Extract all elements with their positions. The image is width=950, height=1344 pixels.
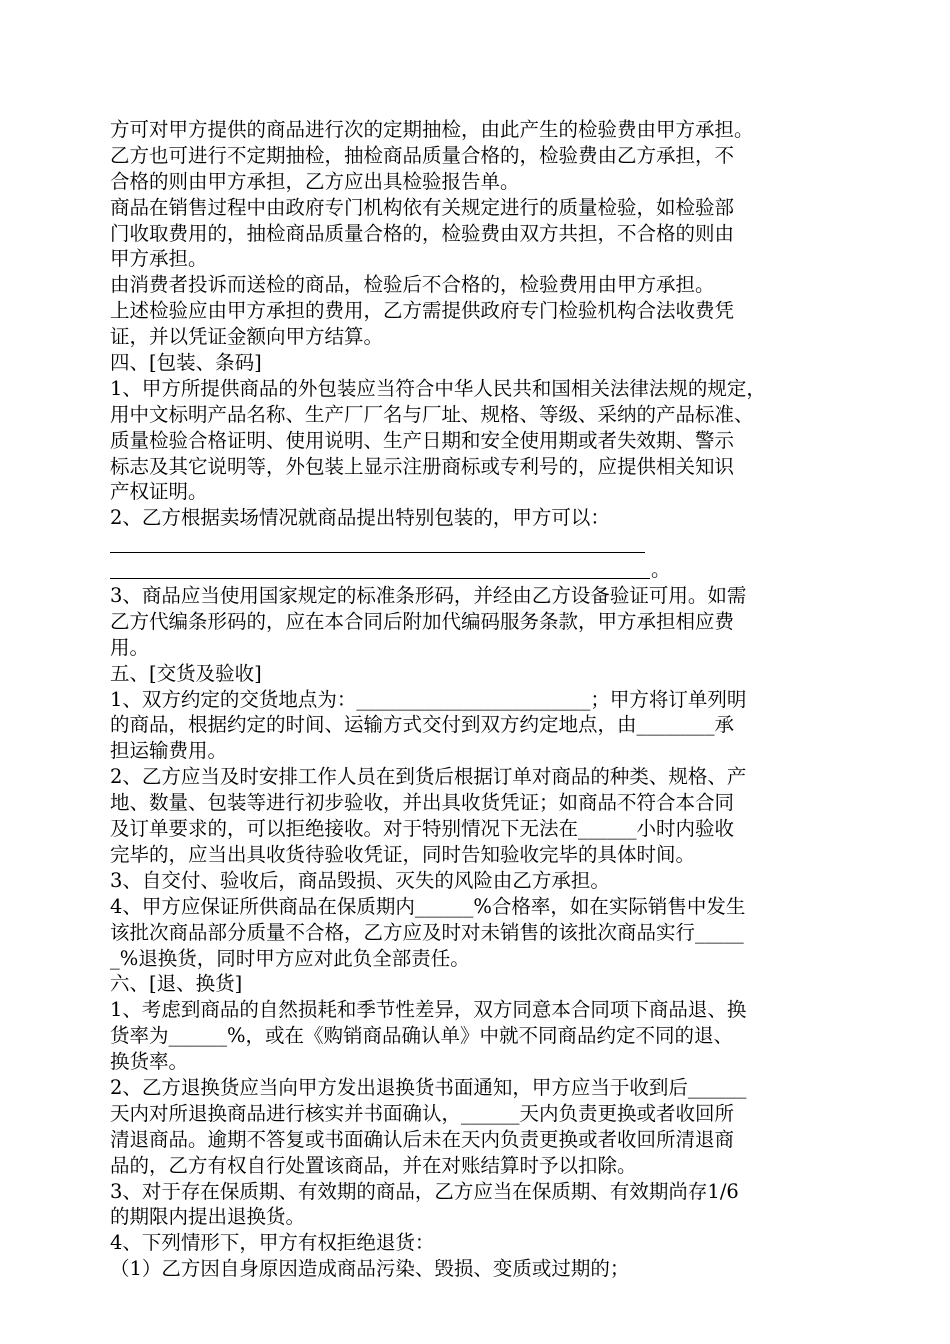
text-line: 的期限内提出退换货。 — [110, 1205, 306, 1229]
text-line: 上述检验应由甲方承担的费用，乙方需提供政府专门检验机构合法收费凭 — [110, 299, 735, 323]
text-line: 4、甲方应保证所供商品在保质期内______%合格率，如在实际销售中发生 — [110, 894, 746, 918]
text-line: 乙方也可进行不定期抽检，抽检商品质量合格的，检验费由乙方承担，不 — [110, 143, 735, 167]
text-line: 产权证明。 — [110, 480, 208, 504]
text-line: 3、对于存在保质期、有效期的商品，乙方应当在保质期、有效期尚存1/6 — [110, 1179, 739, 1203]
blank-fill-line — [110, 557, 850, 583]
text-line: 3、自交付、验收后，商品毁损、灭失的风险由乙方承担。 — [110, 868, 610, 892]
text-line: 2、乙方根据卖场情况就商品提出特别包装的，甲方可以： — [110, 506, 610, 530]
text-line: 合格的则由甲方承担，乙方应出具检验报告单。 — [110, 169, 520, 193]
blank-rule — [110, 552, 645, 553]
text-line: 1、甲方所提供商品的外包装应当符合中华人民共和国相关法律法规的规定， — [110, 376, 766, 400]
text-line: 该批次商品部分质量不合格，乙方应及时对未销售的该批次商品实行_____ — [110, 920, 744, 944]
blank-line-end: 。 — [651, 558, 671, 582]
text-line: 商品在销售过程中由政府专门机构依有关规定进行的质量检验，如检验部 — [110, 195, 735, 219]
text-line: 天内对所退换商品进行核实并书面确认，______天内负责更换或者收回所 — [110, 1101, 735, 1125]
text-line: 清退商品。逾期不答复或书面确认后未在天内负责更换或者收回所清退商 — [110, 1127, 735, 1151]
text-line: 的商品，根据约定的时间、运输方式交付到双方约定地点，由________承 — [110, 713, 735, 737]
blank-fill-line — [110, 531, 850, 557]
text-line: 标志及其它说明等，外包装上显示注册商标或专利号的，应提供相关知识 — [110, 454, 735, 478]
document-page — [110, 117, 850, 1282]
text-line: 甲方承担。 — [110, 247, 208, 271]
text-line: 地、数量、包装等进行初步验收，并出具收货凭证；如商品不符合本合同 — [110, 791, 735, 815]
text-line: （1）乙方因自身原因造成商品污染、毁损、变质或过期的； — [110, 1257, 630, 1281]
text-line: 质量检验合格证明、使用说明、生产日期和安全使用期或者失效期、警示 — [110, 428, 735, 452]
text-line: 2、乙方应当及时安排工作人员在到货后根据订单对商品的种类、规格、产 — [110, 765, 747, 789]
text-line: 用。 — [110, 635, 150, 659]
text-line: 乙方代编条形码的，应在本合同后附加代编码服务条款，甲方承担相应费 — [110, 609, 735, 633]
text-line: 完毕的，应当出具收货待验收凭证，同时告知验收完毕的具体时间。 — [110, 842, 696, 866]
text-line: 证，并以凭证金额向甲方结算。 — [110, 325, 384, 349]
text-line: 换货率。 — [110, 1050, 189, 1074]
text-line: 2、乙方退换货应当向甲方发出退换货书面通知，甲方应当于收到后______ — [110, 1075, 747, 1099]
section-heading: 六、[退、换货] — [110, 972, 243, 996]
text-line: 门收取费用的，抽检商品质量合格的，检验费由双方共担，不合格的则由 — [110, 221, 735, 245]
text-line: 4、下列情形下，甲方有权拒绝退货： — [110, 1231, 435, 1255]
text-line: 3、商品应当使用国家规定的标准条形码，并经由乙方设备验证可用。如需 — [110, 584, 747, 608]
blank-rule — [110, 578, 650, 579]
section-heading: 五、[交货及验收] — [110, 661, 262, 685]
text-line: 用中文标明产品名称、生产厂厂名与厂址、规格、等级、采纳的产品标准、 — [110, 402, 754, 426]
text-line: _%退换货，同时甲方应对此负全部责任。 — [110, 946, 470, 970]
text-line: 1、双方约定的交货地点为：________________________；甲方将订单列明 — [110, 687, 747, 711]
text-line: 方可对甲方提供的商品进行次的定期抽检，由此产生的检验费由甲方承担。 — [110, 118, 754, 141]
text-line: 品的，乙方有权自行处置该商品，并在对账结算时予以扣除。 — [110, 1153, 637, 1177]
text-line: 1、考虑到商品的自然损耗和季节性差异，双方同意本合同项下商品退、换 — [110, 998, 747, 1022]
text-line: 由消费者投诉而送检的商品，检验后不合格的，检验费用由甲方承担。 — [110, 273, 715, 297]
section-heading: 四、[包装、条码] — [110, 351, 262, 375]
text-line: 及订单要求的，可以拒绝接收。对于特别情况下无法在______小时内验收 — [110, 817, 735, 841]
text-line: 担运输费用。 — [110, 739, 228, 763]
text-line: 货率为______%，或在《购销商品确认单》中就不同商品约定不同的退、 — [110, 1024, 734, 1048]
